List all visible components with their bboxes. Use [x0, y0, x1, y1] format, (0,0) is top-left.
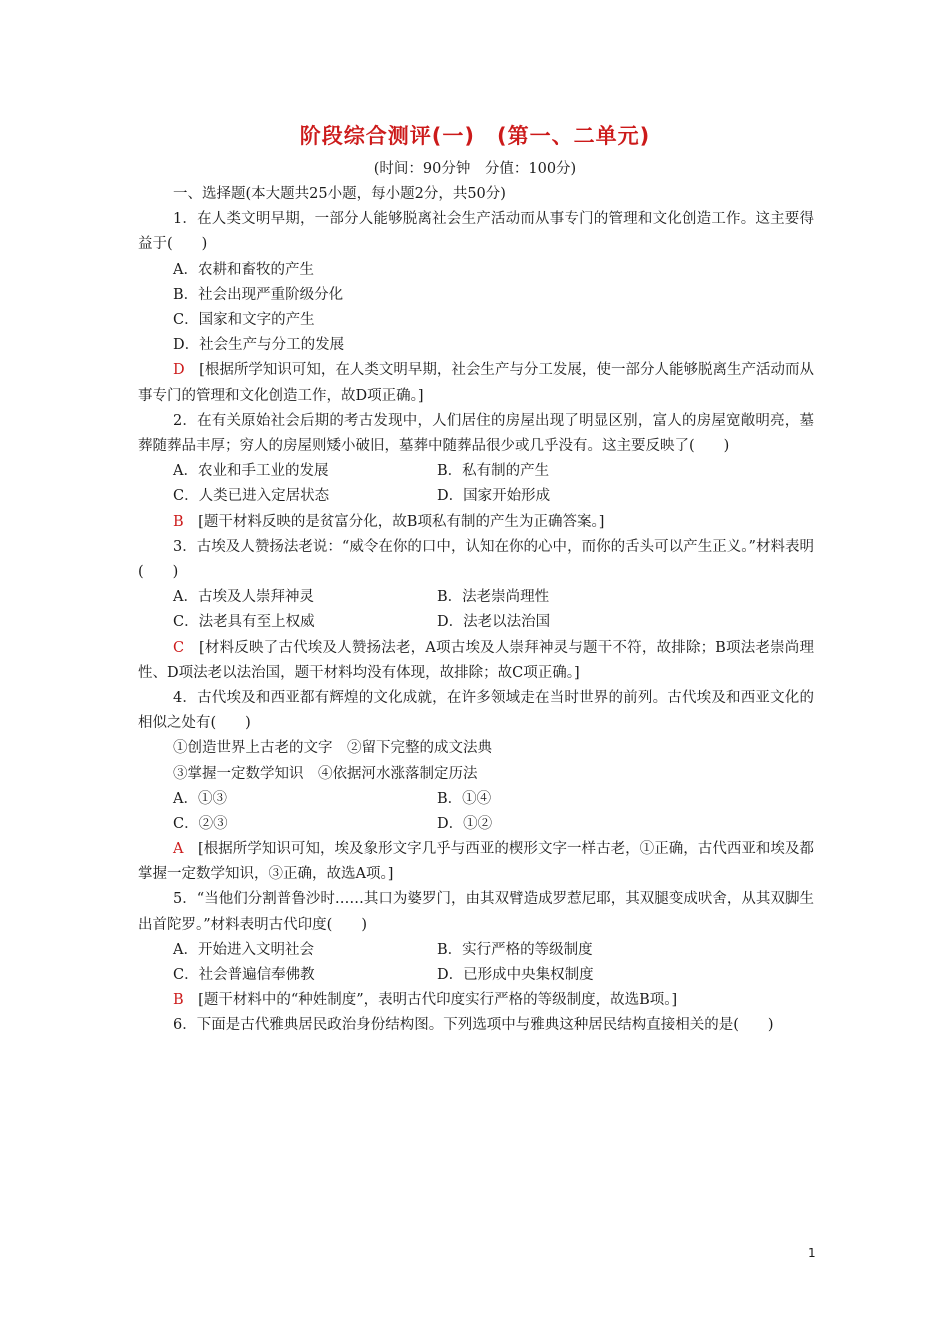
answer-letter: B	[173, 992, 184, 1009]
option: A．①③	[173, 790, 227, 807]
question-stem: 5．“当他们分割普鲁沙时……其口为婆罗门，由其双臂造成罗惹尼耶，其双腿变成吠舍，从其双脚生出首陀罗。”材料表明古代印度( )	[138, 891, 814, 933]
explanation-text: [材料反映了古代埃及人赞扬法老，A项古埃及人崇拜神灵与题干不符，故排除；B项法老崇尚理性、D项法老以法治国，题干材料均没有体现，故排除；故C项正确。]	[138, 639, 815, 681]
answer-letter: A	[173, 841, 184, 858]
option-row	[138, 812, 814, 837]
page-title: 阶段综合测评(一) (第一、二单元)	[299, 124, 651, 148]
option: C．国家和文字的产生	[173, 311, 315, 328]
statement-item: ①创造世界上古老的文字 ②留下完整的成文法典	[173, 740, 492, 757]
exam-info: (时间：90分钟 分值：100分)	[373, 161, 577, 177]
page-number: 1	[808, 1246, 816, 1260]
option-row	[138, 459, 814, 484]
option-row	[138, 963, 814, 988]
option: A．开始进入文明社会	[173, 941, 314, 958]
option: D．①②	[437, 815, 493, 832]
answer-explanation	[138, 837, 814, 887]
answer-explanation	[138, 636, 814, 686]
question-stem: 4．古代埃及和西亚都有辉煌的文化成就，在许多领域走在当时世界的前列。古代埃及和西亚文化的相似之处有( )	[138, 689, 814, 732]
statement-item: ③掌握一定数学知识 ④依据河水涨落制定历法	[173, 765, 478, 782]
option-row	[138, 585, 814, 610]
option: B．①④	[437, 790, 492, 807]
option: A．农耕和畜牧的产生	[173, 261, 314, 278]
option: C．②③	[173, 815, 228, 832]
answer-letter: D	[173, 362, 185, 379]
option: B．法老崇尚理性	[437, 589, 550, 606]
option: B．私有制的产生	[437, 463, 550, 480]
question-stem: 2．在有关原始社会后期的考古发现中，人们居住的房屋出现了明显区别，富人的房屋宽敞明亮，墓葬随葬品丰厚；穷人的房屋则矮小破旧，墓葬中随葬品很少或几乎没有。这主要反映了( )	[138, 412, 814, 454]
option: C．人类已进入定居状态	[173, 488, 330, 505]
explanation-text: [题干材料中的“种姓制度”，表明古代印度实行严格的等级制度，故选B项。]	[198, 992, 678, 1009]
section-heading: 一、选择题(本大题共25小题，每小题2分，共50分)	[173, 186, 506, 202]
exam-content	[138, 182, 814, 1039]
option-row	[138, 610, 814, 635]
answer-letter: C	[173, 639, 185, 656]
explanation-text: [根据所学知识可知，在人类文明早期，社会生产与分工发展，使一部分人能够脱离生产活动而从事专门的管理和文化创造工作，故D项正确。]	[138, 362, 815, 404]
option: B．社会出现严重阶级分化	[173, 286, 344, 303]
option: D．已形成中央集权制度	[437, 967, 594, 984]
question-stem: 6．下面是古代雅典居民政治身份结构图。下列选项中与雅典这种居民结构直接相关的是( )	[173, 1017, 774, 1034]
option: D．国家开始形成	[437, 488, 551, 505]
option: D．社会生产与分工的发展	[173, 337, 345, 354]
question-stem: 3．古埃及人赞扬法老说：“威令在你的口中，认知在你的心中，而你的舌头可以产生正义。”材料表明( )	[138, 538, 814, 580]
explanation-text: [题干材料反映的是贫富分化，故B项私有制的产生为正确答案。]	[198, 513, 605, 530]
option-row	[138, 484, 814, 509]
answer-explanation	[138, 358, 814, 408]
option: C．法老具有至上权威	[173, 614, 315, 631]
option: A．古埃及人崇拜神灵	[173, 589, 314, 606]
option: D．法老以法治国	[437, 614, 551, 631]
answer-explanation	[138, 510, 814, 535]
option-row	[138, 787, 814, 812]
question-stem: 1．在人类文明早期，一部分人能够脱离社会生产活动而从事专门的管理和文化创造工作。这主要得益于( )	[138, 211, 814, 253]
option: B．实行严格的等级制度	[437, 941, 593, 958]
option-row	[138, 938, 814, 963]
option: A．农业和手工业的发展	[173, 463, 329, 480]
explanation-text: [根据所学知识可知，埃及象形文字几乎与西亚的楔形文字一样古老，①正确，古代西亚和埃及都掌握一定数学知识，③正确，故选A项。]	[138, 841, 814, 883]
answer-explanation	[138, 988, 814, 1013]
option: C．社会普遍信奉佛教	[173, 967, 315, 984]
answer-letter: B	[173, 513, 184, 530]
